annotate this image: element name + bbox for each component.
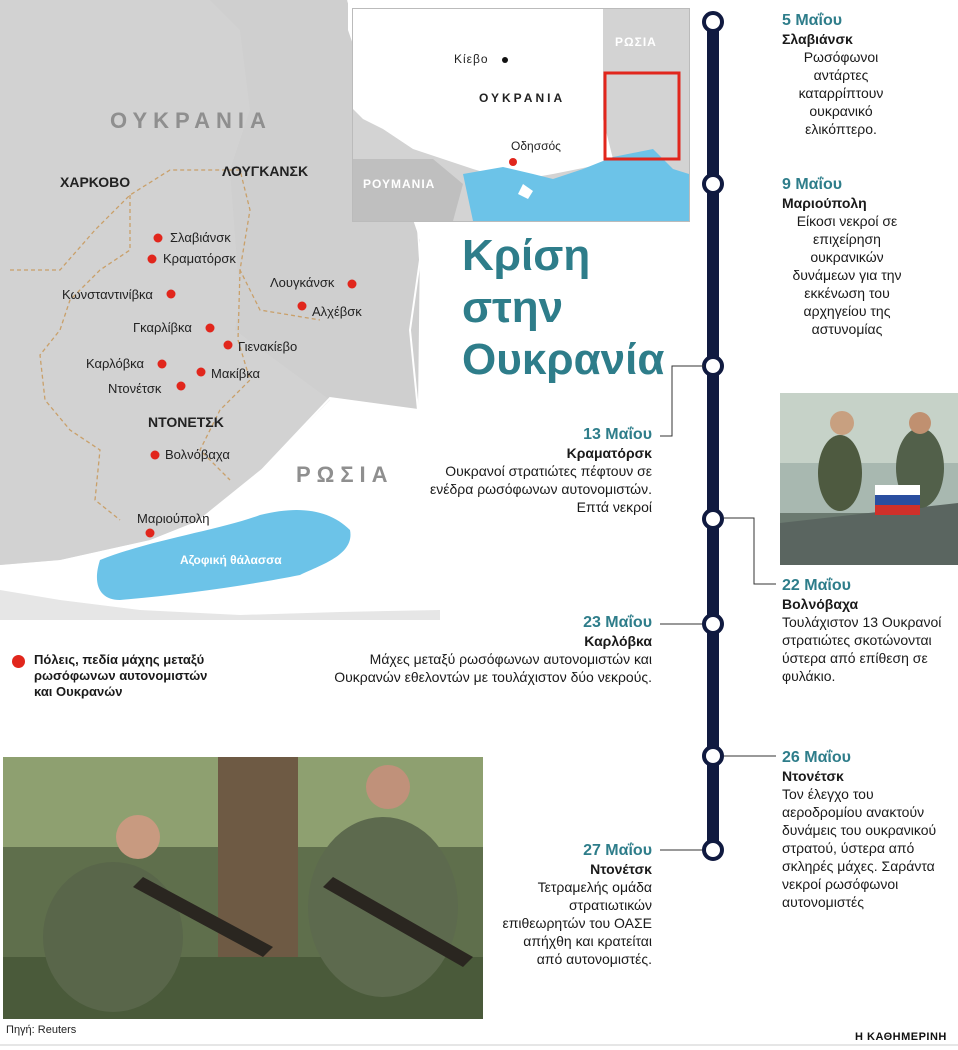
event-text: Μάχες μεταξύ ρωσόφωνων αυτονομιστών και Ουκρανών εθελοντών με τουλάχιστον δύο νεκρούς. (334, 651, 652, 685)
inset-label-kiev: Κίεβο (454, 52, 489, 66)
event-date: 27 Μαΐου (583, 842, 652, 859)
city-label-mariupol: Μαριούπολη (137, 511, 210, 526)
event-text: Ρωσόφωνοι αντάρτες καταρρίπτουν ουκρανικό ελικόπτερο. (798, 49, 884, 137)
city-label-karlovka: Καρλόβκα (86, 356, 145, 371)
footer-divider (0, 1044, 958, 1046)
legend-text: Πόλεις, πεδία μάχης μεταξύ ρωσόφωνων αυτονομιστών και Ουκρανών (34, 652, 208, 699)
event-place: Βολνόβαχα (782, 596, 859, 612)
timeline-event (316, 614, 652, 686)
map-label-ukraine: ΟΥΚΡΑΝΙΑ (110, 108, 272, 133)
city-label-kramatorsk: Κραματόρσκ (163, 251, 236, 266)
city-label-lougansk: Λουγκάνσκ (270, 275, 335, 290)
event-place: Κραματόρσκ (566, 445, 652, 461)
region-label-kharkovo: ΧΑΡΚΟΒΟ (60, 174, 131, 190)
city-label-garlivka: Γκαρλίβκα (133, 320, 192, 335)
sea-label-azov: Αζοφική θάλασσα (180, 553, 282, 567)
source-credit: Πηγή: Reuters (6, 1024, 77, 1036)
timeline-event (782, 176, 954, 338)
event-text: Τον έλεγχο του αεροδρομίου ανακτούν δυνάμεις του ουκρανικού στρατού, ύστερα από σκληρές μάχες. Σαράντα νεκροί ρωσόφωνοι αυτονομιστές (782, 786, 937, 910)
timeline-event (782, 577, 958, 685)
city-label-donetsk: Ντονέτσκ (108, 381, 162, 396)
timeline-event (430, 426, 652, 516)
inset-label-odessa: Οδησσός (511, 139, 561, 153)
inset-label-ukraine: ΟΥΚΡΑΝΙΑ (479, 91, 566, 105)
brand-logo: Η ΚΑΘΗΜΕΡΙΝΗ (855, 1031, 947, 1043)
event-date: 9 Μαΐου (782, 176, 843, 193)
inset-label-russia: ΡΩΣΙΑ (615, 35, 657, 49)
city-label-makivka: Μακίβκα (211, 366, 261, 381)
city-label-volnovakha: Βολνόβαχα (165, 447, 230, 462)
event-date: 26 Μαΐου (782, 749, 851, 766)
event-text: Τετραμελής ομάδα στρατιωτικών επιθεωρητών του ΟΑΣΕ απήχθη και κρατείται από αυτονομιστές. (502, 879, 652, 967)
timeline-event (494, 842, 652, 968)
event-text: Τουλάχιστον 13 Ουκρανοί στρατιώτες σκοτώνονται ύστερα από επίθεση σε φυλάκιο. (782, 614, 942, 684)
event-place: Καρλόβκα (584, 633, 652, 649)
event-date: 13 Μαΐου (583, 426, 652, 443)
timeline-event (782, 12, 954, 138)
event-text: Είκοσι νεκροί σε επιχείρηση ουκρανικών δυνάμεων για την εκκένωση του αρχηγείου της αστυνομίας (792, 213, 902, 337)
city-label-slaviansk: Σλαβιάνσκ (170, 230, 231, 245)
event-place: Σλαβιάνσκ (782, 31, 853, 47)
event-place: Μαριούπολη (782, 195, 867, 211)
event-date: 22 Μαΐου (782, 577, 851, 594)
event-place: Ντονέτσκ (782, 768, 844, 784)
map-label-russia: ΡΩΣΙΑ (296, 462, 394, 487)
event-date: 5 Μαΐου (782, 12, 843, 29)
city-label-konstantinivka: Κωνσταντινίβκα (62, 287, 153, 302)
timeline-event (782, 749, 954, 911)
inset-label-romania: ΡΟΥΜΑΝΙΑ (363, 177, 436, 191)
city-label-yenakievo: Γιενακίεβο (238, 339, 298, 354)
region-label-donetsk: ΝΤΟΝΕΤΣΚ (148, 414, 224, 430)
page-title: Κρίση στην Ουκρανία (462, 231, 665, 384)
event-place: Ντονέτσκ (590, 861, 652, 877)
event-text: Ουκρανοί στρατιώτες πέφτουν σε ενέδρα ρωσόφωνων αυτονομιστών. Επτά νεκροί (430, 463, 652, 515)
region-label-lougansk: ΛΟΥΓΚΑΝΣΚ (222, 163, 309, 179)
city-label-alchevsk: Αλχέβσκ (312, 304, 362, 319)
event-date: 23 Μαΐου (583, 614, 652, 631)
